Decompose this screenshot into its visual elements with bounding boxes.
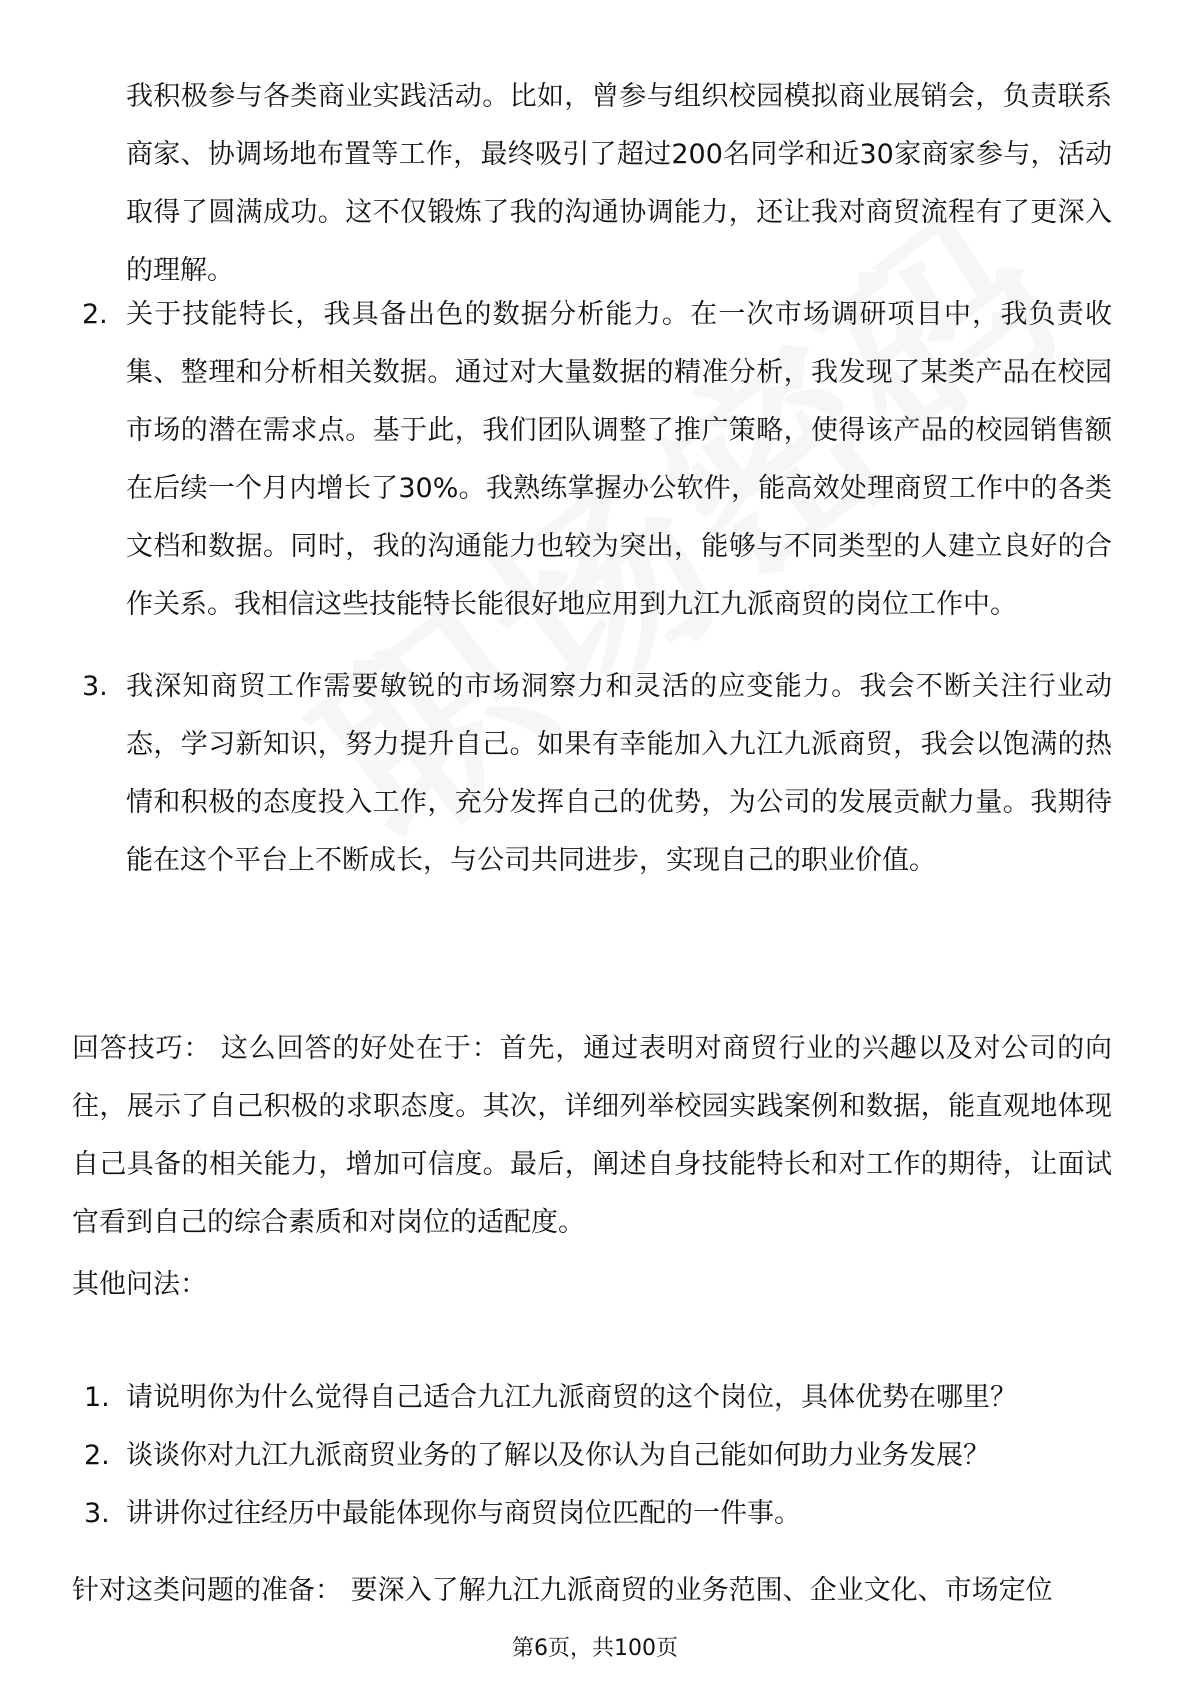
other-questions-list <box>84 1369 1114 1543</box>
list-number: 2. <box>82 299 108 330</box>
list-text: 请说明你为什么觉得自己适合九江九派商贸的这个岗位，具体优势在哪里？ <box>126 1382 1017 1413</box>
list-number: 3. <box>84 1498 110 1529</box>
other-questions-heading: 其他问法： <box>72 1269 207 1300</box>
list-number: 1. <box>84 1382 110 1413</box>
list-number: 2. <box>84 1440 110 1471</box>
list-number: 3. <box>82 671 108 702</box>
list-text: 讲讲你过往经历中最能体现你与商贸岗位匹配的一件事。 <box>126 1498 801 1529</box>
list-text: 关于技能特长，我具备出色的数据分析能力。在一次市场调研项目中，我负责收集、整理和分析相关数据。通过对大量数据的精准分析，我发现了某类产品在校园市场的潜在需求点。基于此，我们团队调整了推广策略，使得该产品的校园销售额在后续一个月内增长了30%。我熟练掌握办公软件，能高效处理商贸工作中的各类文档和数据。同时，我的沟通能力也较为突出，能够与不同类型的人建立良好的合作关系。我相信这些技能特长能很好地应用到九江九派商贸的岗位工作中。 <box>126 299 1112 620</box>
list-text: 我深知商贸工作需要敏锐的市场洞察力和灵活的应变能力。我会不断关注行业动态，学习新知识，努力提升自己。如果有幸能加入九江九派商贸，我会以饱满的热情和积极的态度投入工作，充分发挥自己的优势，为公司的发展贡献力量。我期待能在这个平台上不断成长，与公司共同进步，实现自己的职业价值。 <box>126 671 1112 876</box>
continuation-paragraph: 我积极参与各类商业实践活动。比如，曾参与组织校园模拟商业展销会，负责联系商家、协调场地布置等工作，最终吸引了超过200名同学和近30家商家参与，活动取得了圆满成功。这不仅锻炼了我的沟通协调能力，还让我对商贸流程有了更深入的理解。 <box>126 81 1112 286</box>
other-question-item <box>84 1369 1114 1427</box>
page-number-footer: 第6页，共100页 <box>512 1636 678 1661</box>
list-text: 谈谈你对九江九派商贸业务的了解以及你认为自己能如何助力业务发展？ <box>126 1440 990 1471</box>
other-question-item <box>84 1485 1114 1543</box>
other-question-item <box>84 1427 1114 1485</box>
answer-tips-paragraph: 回答技巧： 这么回答的好处在于：首先，通过表明对商贸行业的兴趣以及对公司的向往，展示了自己积极的求职态度。其次，详细列举校园实践案例和数据，能直观地体现自己具备的相关能力，增加可信度。最后，阐述自身技能特长和对工作的期待，让面试官看到自己的综合素质和对岗位的适配度。 <box>72 1033 1112 1238</box>
preparation-paragraph: 针对这类问题的准备： 要深入了解九江九派商贸的业务范围、企业文化、市场定位 <box>72 1575 1053 1606</box>
